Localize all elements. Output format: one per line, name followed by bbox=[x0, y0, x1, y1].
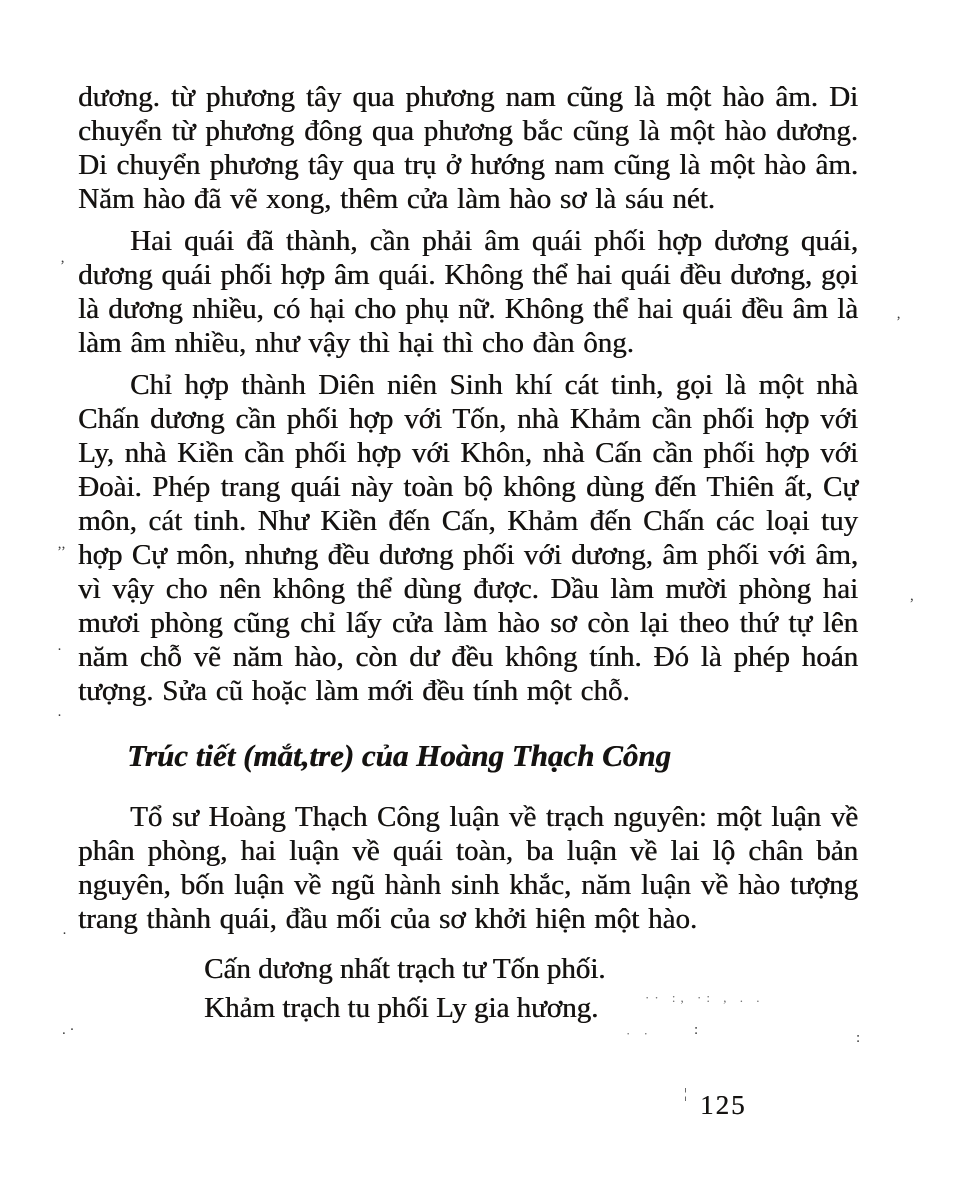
page-number: 125 bbox=[700, 1090, 747, 1120]
body-paragraph-2: Hai quái đã thành, cần phải âm quái phối hợp dương quái, dương quái phối hợp âm quái. Không thể hai quái đều dương, gọi là dương nhiều, có hại cho phụ nữ. Không thể hai quái đều âm là làm âm nhiều, như vậy thì hại thì cho đàn ông. bbox=[78, 225, 858, 359]
verse-line-1: Cấn dương nhất trạch tư Tốn phối. bbox=[204, 953, 606, 985]
section-heading: Trúc tiết (mắt,tre) của Hoàng Thạch Công bbox=[127, 738, 671, 773]
scan-artifact: · bbox=[62, 926, 67, 942]
scan-artifact: · bbox=[57, 708, 62, 724]
scan-artifact: : bbox=[694, 1022, 699, 1038]
verse-block bbox=[204, 950, 858, 1028]
body-paragraph-1: dương. từ phương tây qua phương nam cũng là một hào âm. Di chuyển từ phương đông qua phương bắc cũng là một hào dương. Di chuyển phương tây qua trụ ở hướng nam cũng là một hào âm. Năm hào đã vẽ xong, thêm cửa làm hào sơ là sáu nét. bbox=[78, 81, 858, 215]
scan-artifact: ’ bbox=[896, 314, 901, 330]
section-paragraph-1: Tổ sư Hoàng Thạch Công luận về trạch nguyên: một luận về phân phòng, hai luận về quái toàn, ba luận về lai lộ chân bản nguyên, bốn luận về ngũ hành sinh khắc, năm luận về hào tượng trang thành quái, đầu mối của sơ khởi hiện một hào. bbox=[78, 801, 858, 935]
scan-artifact: · bbox=[57, 642, 62, 658]
scan-artifact: ’’ bbox=[57, 544, 66, 560]
scan-artifact: ¦ bbox=[684, 1086, 688, 1102]
verse-line-2: Khảm trạch tu phối Ly gia hương. bbox=[204, 992, 599, 1024]
scan-artifact: ’ bbox=[60, 258, 65, 274]
book-page bbox=[78, 80, 858, 1028]
scan-artifact: · · bbox=[626, 1026, 653, 1041]
scan-artifact: : bbox=[856, 1030, 861, 1046]
scan-artifact: ·· :, ·: , . . bbox=[645, 990, 765, 1005]
scan-artifact: . · bbox=[62, 1022, 75, 1038]
body-paragraph-3: Chỉ hợp thành Diên niên Sinh khí cát tinh, gọi là một nhà Chấn dương cần phối hợp với Tốn, nhà Khảm cần phối hợp với Ly, nhà Kiền cần phối hợp với Khôn, nhà Cấn cần phối hợp với Đoài. Phép trang quái này toàn bộ không dùng đến Thiên ất, Cự môn, cát tinh. Như Kiền đến Cấn, Khảm đến Chấn các loại tuy hợp Cự môn, nhưng đều dương phối với dương, âm phối với âm, vì vậy cho nên không thể dùng được. Dầu làm mười phòng hai mươi phòng cũng chỉ lấy cửa làm hào sơ còn lại theo thứ tự lên năm chỗ vẽ năm hào, còn dư đều không tính. Đó là phép hoán tượng. Sửa cũ hoặc làm mới đều tính một chỗ. bbox=[78, 369, 858, 707]
scan-artifact: , bbox=[910, 588, 914, 604]
